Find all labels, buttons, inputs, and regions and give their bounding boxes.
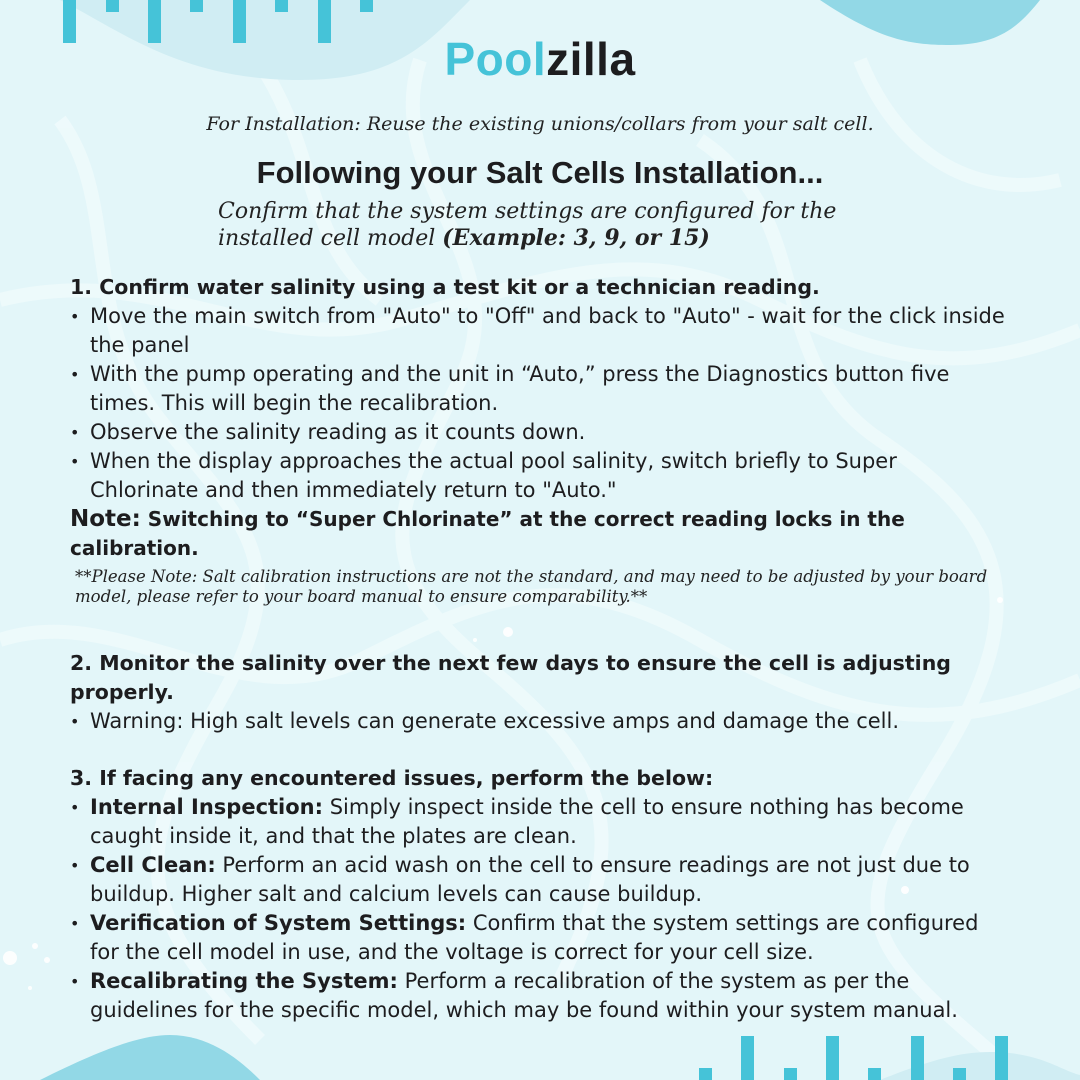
calibration-note	[70, 505, 1010, 563]
step-3	[70, 764, 1010, 1025]
item-label: Cell Clean:	[90, 853, 216, 877]
item-label: Verification of System Settings:	[90, 911, 467, 935]
item-text: Confirm that the system settings are configured for the cell model in use, and the voltage is correct for your cell size.	[90, 911, 979, 964]
step-2-heading: 2. Monitor the salinity over the next few days to ensure the cell is adjusting properly.	[70, 651, 951, 704]
step-2	[70, 649, 1010, 736]
subtitle-text: Confirm that the system settings are configured for the installed cell model	[218, 199, 837, 251]
step-1-heading: 1. Confirm water salinity using a test kit or a technician reading.	[70, 275, 820, 299]
step-3-heading: 3. If facing any encountered issues, perform the below:	[70, 766, 714, 790]
list-item: • When the display approaches the actual pool salinity, switch briefly to Super Chlorinate and then immediately return to "Auto."	[70, 447, 1010, 505]
item-text: Perform an acid wash on the cell to ensure readings are not just due to buildup. Higher salt and calcium levels can cause buildup.	[90, 853, 970, 906]
note-text: Switching to “Super Chlorinate” at the correct reading locks in the calibration.	[70, 507, 905, 560]
list-item: • Move the main switch from "Auto" to "Off" and back to "Auto" - wait for the click inside the panel	[70, 302, 1010, 360]
list-item	[70, 967, 1010, 1025]
item-text: Simply inspect inside the cell to ensure nothing has become caught inside it, and that the plates are clean.	[90, 795, 964, 848]
fine-print: **Please Note: Salt calibration instructions are not the standard, and may need to be adjusted by your board model, please refer to your board manual to ensure comparability.**	[75, 567, 988, 606]
list-item: • Observe the salinity reading as it counts down.	[70, 418, 1010, 447]
step-2-list	[70, 707, 1010, 736]
list-item: • Warning: High salt levels can generate excessive amps and damage the cell.	[70, 707, 1010, 736]
list-item	[70, 793, 1010, 851]
step-3-list	[70, 793, 1010, 1025]
logo-text-pool: Pool	[444, 33, 547, 85]
subtitle	[218, 199, 938, 252]
step-1	[70, 273, 1010, 607]
item-label: Recalibrating the System:	[90, 969, 398, 993]
note-label: Note:	[70, 506, 141, 532]
item-label: Internal Inspection:	[90, 795, 324, 819]
list-item	[70, 909, 1010, 967]
list-item	[70, 851, 1010, 909]
installation-note: For Installation: Reuse the existing unions/collars from your salt cell.	[206, 113, 874, 135]
logo-text-zilla: zilla	[546, 33, 636, 85]
page-title: Following your Salt Cells Installation...	[256, 155, 824, 190]
subtitle-example: (Example: 3, 9, or 15)	[442, 225, 710, 251]
item-text: Perform a recalibration of the system as per the guidelines for the specific model, which may be found within your system manual.	[90, 969, 958, 1022]
step-1-list	[70, 302, 1010, 505]
list-item: • With the pump operating and the unit in “Auto,” press the Diagnostics button five times. This will begin the recalibration.	[70, 360, 1010, 418]
